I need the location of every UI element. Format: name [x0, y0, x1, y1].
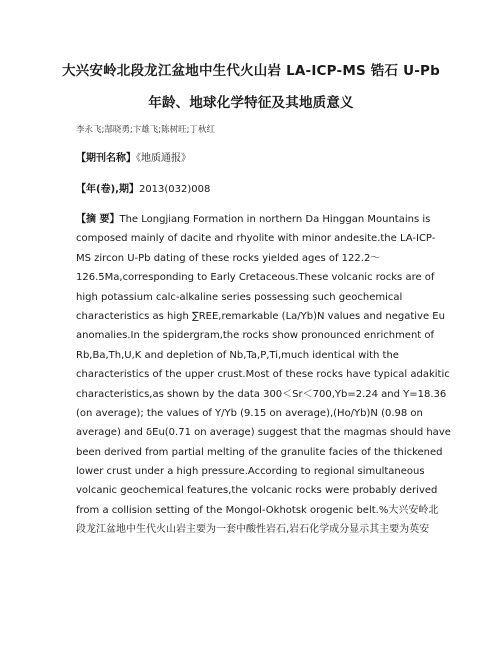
abstract-line: Rb,Ba,Th,U,K and depletion of Nb,Ta,P,Ti,much identical with the	[76, 349, 399, 361]
abstract-line: MS zircon U-Pb dating of these rocks yielded ages of 122.2～	[76, 252, 381, 264]
document-title-line-2: 年龄、地球化学特征及其地质意义	[148, 95, 354, 111]
abstract-text: The Longjiang Formation in northern Da Hinggan Mountains is	[119, 214, 431, 225]
abstract-line: characteristics,as shown by the data 300＜Sr＜700,Yb=2.24 and Y=18.36	[76, 388, 447, 400]
abstract-line: characteristics as high ∑REE,remarkable (La/Yb)N values and negative Eu	[76, 310, 445, 322]
abstract-line: (on average); the values of Y/Yb (9.15 on average),(Ho/Yb)N (0.98 on	[76, 407, 423, 419]
abstract-line: average) and δEu(0.71 on average) suggest that the magmas should have	[76, 427, 451, 439]
journal-field	[76, 152, 191, 166]
abstract-line: from a collision setting of the Mongol-Okhotsk orogenic belt.%大兴安岭北	[76, 504, 439, 516]
abstract-line: been derived from partial melting of the granulite facies of the thickened	[76, 446, 443, 458]
abstract-line: lower crust under a high pressure.According to regional simultaneous	[76, 466, 425, 478]
issue-value: 2013(032)008	[138, 184, 211, 195]
abstract-line: high potassium calc-alkaline series possessing such geochemical	[76, 291, 403, 303]
issue-field	[76, 183, 210, 197]
abstract-label: 【摘 要】	[76, 214, 120, 225]
abstract-line: 126.5Ma,corresponding to Early Cretaceous.These volcanic rocks are of	[76, 272, 435, 284]
abstract-line: composed mainly of dacite and rhyolite with minor andesite.the LA-ICP-	[76, 233, 436, 245]
abstract-line	[76, 210, 431, 229]
abstract	[76, 210, 451, 540]
authors: 李永飞;郜晓勇;卞雄飞;陈树旺;丁秋红	[76, 125, 215, 135]
journal-value: 《地质通报》	[136, 153, 191, 164]
abstract-line: volcanic geochemical features,the volcanic rocks were probably derived	[76, 485, 438, 497]
abstract-line: characteristics of the upper crust.Most of these rocks have typical adakitic	[76, 369, 450, 381]
abstract-line: anomalies.In the spidergram,the rocks show pronounced enrichment of	[76, 330, 435, 342]
journal-label: 【期刊名称】	[76, 153, 136, 164]
abstract-line: 段龙江盆地中生代火山岩主要为一套中酸性岩石,岩石化学成分显示其主要为英安	[76, 524, 430, 536]
document-title-line-1: 大兴安岭北段龙江盆地中生代火山岩 LA-ICP-MS 锆石 U-Pb	[61, 63, 441, 79]
issue-label: 【年(卷),期】	[76, 184, 139, 195]
